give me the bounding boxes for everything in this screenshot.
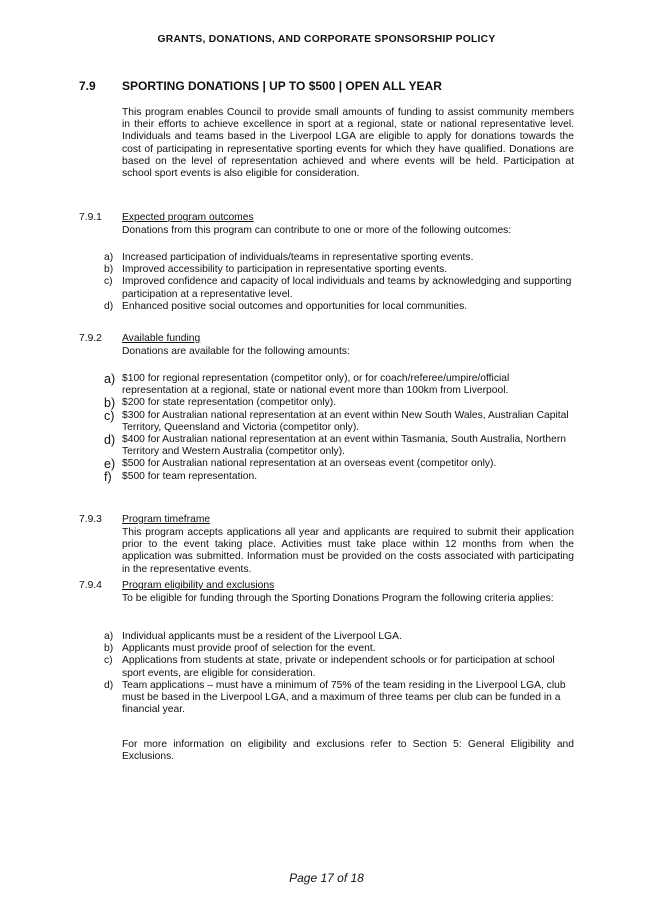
list-item (104, 264, 574, 276)
list-item-text: Applicants must provide proof of selection for the event. (122, 643, 376, 655)
timeframe-heading: Program timeframe (122, 514, 211, 525)
list-marker: c) (104, 655, 113, 667)
funding-number: 7.9.2 (79, 333, 102, 344)
list-item-text: Enhanced positive social outcomes and opportunities for local communities. (122, 300, 468, 312)
section-intro: This program enables Council to provide small amounts of funding to assist community members in their efforts to achieve excellence in sport at a regional, state or national representative level. Individuals and teams based in the Liverpool LGA are eligible to apply for donations towards the cost of participating in representative sporting events for which they have qualified. Donations are based on the level of representation achieved and where events will be held. Participation at school sport events is also eligible for consideration. (122, 107, 574, 180)
list-marker: c) (104, 408, 115, 423)
list-item (104, 631, 574, 643)
list-marker: b) (104, 264, 114, 276)
eligibility-closing: For more information on eligibility and exclusions refer to Section 5: General Eligibility and Exclusions. (122, 739, 574, 763)
section-number: 7.9 (79, 79, 96, 93)
outcomes-heading: Expected program outcomes (122, 212, 254, 223)
list-item-text: Individual applicants must be a resident of the Liverpool LGA. (122, 631, 402, 642)
list-item-text: Improved confidence and capacity of local individuals and teams by acknowledging and supporting participation at a representative level. (122, 276, 572, 300)
page-number: Page 17 of 18 (289, 871, 364, 885)
list-item (104, 643, 574, 655)
timeframe-number: 7.9.3 (79, 514, 102, 525)
list-item (104, 397, 574, 409)
list-item-text: $500 for Australian national representation at an overseas event (competitor only). (122, 458, 497, 470)
section-title: SPORTING DONATIONS | UP TO $500 | OPEN ALL YEAR (122, 79, 442, 93)
list-item-text: $100 for regional representation (competitor only), or for coach/referee/umpire/official representation at a regional, state or national event more than 100km from Liverpool. (122, 373, 510, 397)
list-item (104, 458, 574, 470)
list-item (104, 373, 574, 397)
document-header: GRANTS, DONATIONS, AND CORPORATE SPONSORSHIP POLICY (157, 34, 496, 45)
funding-lead: Donations are available for the following amounts: (122, 346, 350, 357)
list-item-text: $500 for team representation. (122, 470, 258, 482)
list-item-text: $200 for state representation (competitor only). (122, 397, 337, 409)
list-item (104, 276, 574, 300)
outcomes-list (104, 252, 574, 313)
funding-list (104, 373, 574, 483)
list-marker: a) (104, 631, 114, 642)
eligibility-lead: To be eligible for funding through the Sporting Donations Program the following criteria applies: (122, 593, 554, 604)
list-marker: a) (104, 252, 114, 263)
outcomes-number: 7.9.1 (79, 212, 102, 223)
list-marker: e) (104, 457, 116, 472)
list-item (104, 410, 574, 434)
list-item-text: $400 for Australian national representation at an event within Tasmania, South Australia, Northern Territory and Western Australia (competitor only). (122, 434, 566, 458)
list-marker: b) (104, 643, 114, 655)
list-item-text: Increased participation of individuals/teams in representative sporting events. (122, 252, 474, 263)
funding-heading: Available funding (122, 333, 201, 344)
list-marker: d) (104, 679, 114, 691)
list-marker: f) (104, 469, 112, 484)
list-marker: d) (104, 300, 114, 312)
list-item (104, 655, 574, 679)
list-item-text: $300 for Australian national representation at an event within New South Wales, Australian Capital Territory, Queensland and Victoria (competitor only). (122, 409, 569, 433)
list-item-text: Improved accessibility to participation in representative sporting events. (122, 264, 448, 276)
list-item (104, 434, 574, 458)
eligibility-heading: Program eligibility and exclusions (122, 580, 275, 591)
timeframe-body: This program accepts applications all year and applicants are required to submit their application prior to the event taking place. Activities must take place within 12 months from when the application was submitted. Information must be provided on the costs associated with participating in the representative events. (122, 527, 574, 575)
list-marker: c) (104, 276, 113, 288)
eligibility-number: 7.9.4 (79, 580, 102, 591)
outcomes-lead: Donations from this program can contribute to one or more of the following outcomes: (122, 225, 512, 236)
list-item-text: Applications from students at state, private or independent schools or for participation at school sport events, are eligible for consideration. (122, 655, 555, 679)
list-item (104, 680, 574, 717)
list-marker: b) (104, 396, 116, 411)
list-marker: a) (104, 372, 116, 386)
list-item (104, 471, 574, 483)
eligibility-list (104, 631, 574, 716)
list-item (104, 301, 574, 313)
list-item (104, 252, 574, 264)
list-item-text: Team applications – must have a minimum of 75% of the team residing in the Liverpool LGA, club must be based in the Liverpool LGA, and a maximum of three teams per club can be funded in a financial year. (122, 679, 566, 716)
list-marker: d) (104, 433, 116, 448)
